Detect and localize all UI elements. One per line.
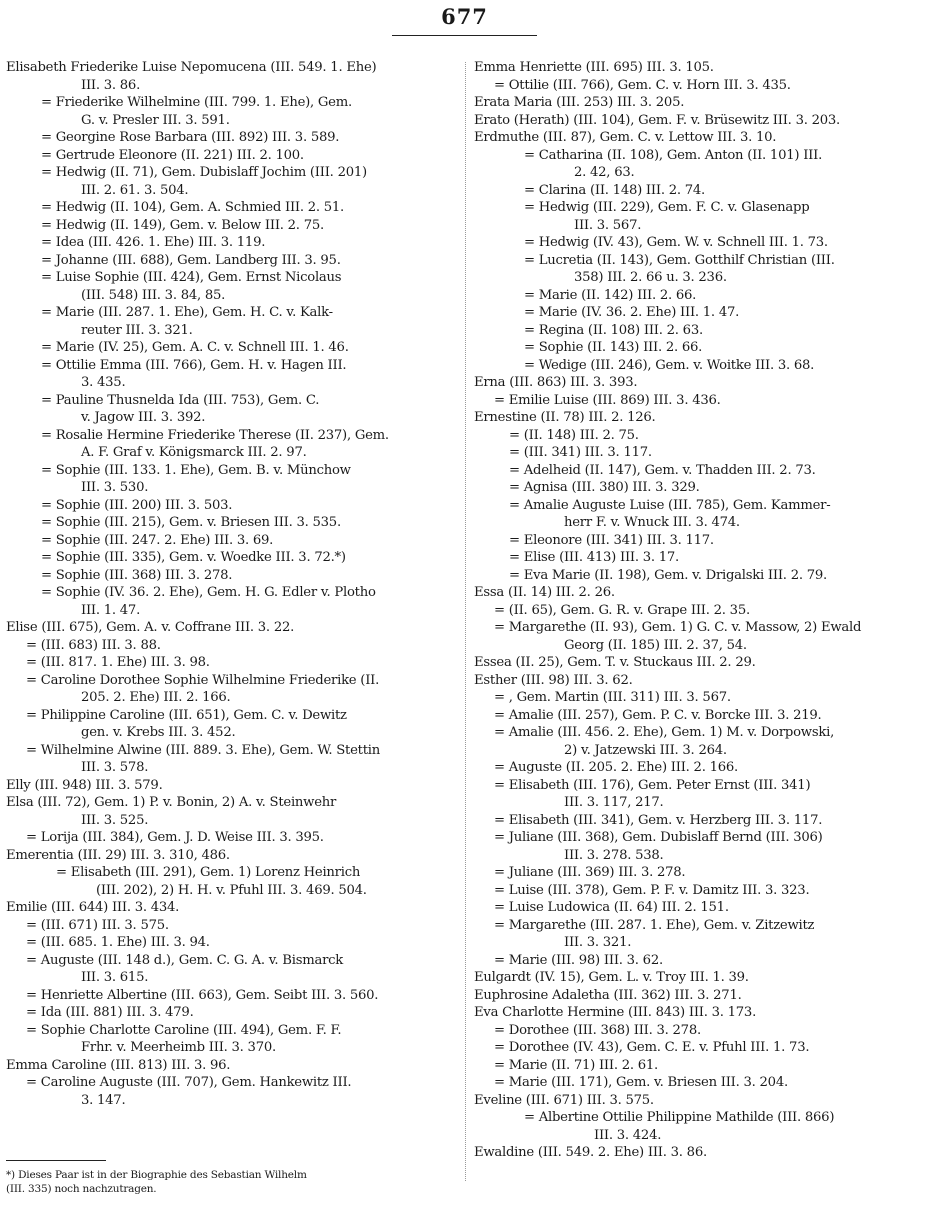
index-entry-line: = Hedwig (IV. 43), Gem. W. v. Schnell III. 1. 73. <box>524 235 828 250</box>
index-entry-line: herr F. v. Wnuck III. 3. 474. <box>564 515 740 530</box>
index-entry-line: = Sophie Charlotte Caroline (III. 494), Gem. F. F. <box>26 1022 342 1038</box>
index-entry-line: III. 3. 530. <box>81 480 149 495</box>
index-entry-line: = Dorothee (III. 368) III. 3. 278. <box>494 1022 701 1038</box>
index-entry-line: = Hedwig (II. 149), Gem. v. Below III. 2. 75. <box>41 217 324 233</box>
index-entry-line: = Georgine Rose Barbara (III. 892) III. 3. 589. <box>41 130 340 145</box>
index-entry-line: = Sophie (III. 368) III. 3. 278. <box>41 567 233 583</box>
index-entry-line: Georg (II. 185) III. 2. 37, 54. <box>564 637 747 653</box>
index-entry-line: = Juliane (III. 368), Gem. Dubislaff Bernd (III. 306) <box>494 830 823 845</box>
index-entry-line: = Pauline Thusnelda Ida (III. 753), Gem. C. <box>41 392 320 408</box>
footnote-rule <box>6 1160 106 1161</box>
index-entry-line: Frhr. v. Meerheimb III. 3. 370. <box>81 1040 276 1055</box>
index-entry-line: = Ottilie (III. 766), Gem. C. v. Horn III. 3. 435. <box>494 77 791 93</box>
index-entry-line: 358) III. 2. 66 u. 3. 236. <box>574 270 727 285</box>
index-entry-line: = Eleonore (III. 341) III. 3. 117. <box>509 532 714 548</box>
index-entry-line: Elise (III. 675), Gem. A. v. Coffrane III. 3. 22. <box>6 620 295 635</box>
index-entry-line: = Eva Marie (II. 198), Gem. v. Drigalski III. 2. 79. <box>509 567 827 583</box>
index-entry-line: = Marie (IV. 36. 2. Ehe) III. 1. 47. <box>524 305 740 320</box>
index-entry-line: = Amalie Auguste Luise (III. 785), Gem. Kammer- <box>509 497 831 513</box>
index-entry-line: = Hedwig (III. 229), Gem. F. C. v. Glasenapp <box>524 200 810 215</box>
index-entry-line: = Elisabeth (III. 176), Gem. Peter Ernst (III. 341) <box>494 777 811 793</box>
index-entry-line: = (III. 341) III. 3. 117. <box>509 445 652 460</box>
index-entry-line: 3. 147. <box>81 1092 126 1108</box>
header-rule <box>392 35 537 36</box>
index-entry-line: Erata Maria (III. 253) III. 3. 205. <box>474 95 685 110</box>
index-entry-line: Emerentia (III. 29) III. 3. 310, 486. <box>6 847 230 863</box>
index-entry-line: = Regina (II. 108) III. 2. 63. <box>524 322 703 338</box>
index-entry-line: III. 3. 86. <box>81 77 141 93</box>
index-entry-line: = (III. 683) III. 3. 88. <box>26 637 161 653</box>
index-entry-line: G. v. Presler III. 3. 591. <box>81 112 230 128</box>
index-entry-line: = Amalie (III. 456. 2. Ehe), Gem. 1) M. v. Dorpowski, <box>494 725 835 740</box>
index-entry-line: = Auguste (II. 205. 2. Ehe) III. 2. 166. <box>494 760 738 775</box>
index-entry-line: = Marie (III. 171), Gem. v. Briesen III. 3. 204. <box>494 1075 788 1090</box>
index-entry-line: = Caroline Dorothee Sophie Wilhelmine Friederike (II. <box>26 672 380 688</box>
index-entry-line: = Emilie Luise (III. 869) III. 3. 436. <box>494 392 721 408</box>
index-entry-line: = Sophie (III. 247. 2. Ehe) III. 3. 69. <box>41 532 274 548</box>
index-entry-line: Emma Caroline (III. 813) III. 3. 96. <box>6 1057 231 1073</box>
index-entry-line: (III. 202), 2) H. H. v. Pfuhl III. 3. 469. 504. <box>96 882 367 898</box>
index-entry-line: = Catharina (II. 108), Gem. Anton (II. 101) III. <box>524 147 823 163</box>
column-separator <box>465 62 466 1181</box>
index-entry-line: Essa (II. 14) III. 2. 26. <box>474 585 615 600</box>
index-entry-line: Ewaldine (III. 549. 2. Ehe) III. 3. 86. <box>474 1145 707 1160</box>
index-entry-line: 3. 435. <box>81 375 126 390</box>
index-entry-line: = (II. 65), Gem. G. R. v. Grape III. 2. 35. <box>494 602 750 618</box>
index-entry-line: = Ida (III. 881) III. 3. 479. <box>26 1005 194 1020</box>
index-entry-line: Eva Charlotte Hermine (III. 843) III. 3. 173. <box>474 1005 757 1020</box>
footnote-line: *) Dieses Paar ist in der Biographie des Sebastian Wilhelm <box>6 1169 307 1181</box>
index-entry-line: Elly (III. 948) III. 3. 579. <box>6 777 163 793</box>
index-entry-line: = Elise (III. 413) III. 3. 17. <box>509 550 679 565</box>
index-entry-line: III. 2. 61. 3. 504. <box>81 182 189 198</box>
index-entry-line: Eveline (III. 671) III. 3. 575. <box>474 1092 654 1108</box>
index-entry-line: Eulgardt (IV. 15), Gem. L. v. Troy III. 1. 39. <box>474 970 749 985</box>
index-entry-line: = (III. 685. 1. Ehe) III. 3. 94. <box>26 935 210 950</box>
index-entry-line: = Marie (II. 142) III. 2. 66. <box>524 287 697 303</box>
index-entry-line: 2) v. Jatzewski III. 3. 264. <box>564 742 727 758</box>
footnote <box>6 1168 461 1196</box>
index-entry-line: = Marie (III. 287. 1. Ehe), Gem. H. C. v. Kalk- <box>41 305 333 320</box>
index-entry-line: = Elisabeth (III. 341), Gem. v. Herzberg III. 3. 117. <box>494 812 823 828</box>
index-entry-line: = Hedwig (II. 71), Gem. Dubislaff Jochim (III. 201) <box>41 165 367 180</box>
index-entry-line: = Wilhelmine Alwine (III. 889. 3. Ehe), Gem. W. Stettin <box>26 742 380 758</box>
index-entry-line: = Wedige (III. 246), Gem. v. Woitke III. 3. 68. <box>524 357 815 373</box>
index-entry-line: = Sophie (II. 143) III. 2. 66. <box>524 340 703 355</box>
index-entry-line: = (III. 817. 1. Ehe) III. 3. 98. <box>26 655 210 670</box>
index-entry-line: = , Gem. Martin (III. 311) III. 3. 567. <box>494 690 731 705</box>
index-entry-line: = Sophie (III. 215), Gem. v. Briesen III. 3. 535. <box>41 515 341 530</box>
index-entry-line: = Gertrude Eleonore (II. 221) III. 2. 100. <box>41 147 304 163</box>
index-entry-line: = Philippine Caroline (III. 651), Gem. C. v. Dewitz <box>26 707 347 723</box>
page-number: 677 <box>441 4 488 29</box>
index-entry-line: III. 3. 117, 217. <box>564 795 664 810</box>
index-entry-line: = Caroline Auguste (III. 707), Gem. Hankewitz III. <box>26 1075 352 1090</box>
index-entry-line: = Lorija (III. 384), Gem. J. D. Weise III. 3. 395. <box>26 830 324 845</box>
index-entry-line: = Sophie (III. 133. 1. Ehe), Gem. B. v. Münchow <box>41 462 351 478</box>
index-entry-line: = Elisabeth (III. 291), Gem. 1) Lorenz Heinrich <box>56 865 361 880</box>
index-entry-line: = (II. 148) III. 2. 75. <box>509 427 639 443</box>
index-entry-line: Elisabeth Friederike Luise Nepomucena (III. 549. 1. Ehe) <box>6 60 377 75</box>
index-entry-line: = Luise (III. 378), Gem. P. F. v. Damitz III. 3. 323. <box>494 882 810 898</box>
index-entry-line: Emilie (III. 644) III. 3. 434. <box>6 900 180 915</box>
index-entry-line: = Sophie (III. 335), Gem. v. Woedke III. 3. 72.*) <box>41 550 346 565</box>
index-entry-line: III. 3. 567. <box>574 217 642 233</box>
index-entry-line: (III. 548) III. 3. 84, 85. <box>81 287 226 303</box>
index-entry-line: III. 1. 47. <box>81 602 141 618</box>
index-entry-line: Elsa (III. 72), Gem. 1) P. v. Bonin, 2) A. v. Steinwehr <box>6 795 337 810</box>
index-entry-line: Erato (Herath) (III. 104), Gem. F. v. Brüsewitz III. 3. 203. <box>474 112 840 128</box>
index-entry-line: III. 3. 615. <box>81 970 149 985</box>
index-entry-line: = Juliane (III. 369) III. 3. 278. <box>494 865 686 880</box>
index-entry-line: = Sophie (III. 200) III. 3. 503. <box>41 497 233 513</box>
index-entry-line: v. Jagow III. 3. 392. <box>81 410 206 425</box>
index-entry-line: gen. v. Krebs III. 3. 452. <box>81 725 236 740</box>
index-entry-line: = Margarethe (III. 287. 1. Ehe), Gem. v. Zitzewitz <box>494 917 815 933</box>
index-entry-line: = Amalie (III. 257), Gem. P. C. v. Borcke III. 3. 219. <box>494 707 822 723</box>
index-entry-line: Esther (III. 98) III. 3. 62. <box>474 672 633 688</box>
index-entry-line: = Adelheid (II. 147), Gem. v. Thadden III. 2. 73. <box>509 462 816 478</box>
index-entry-line: Erna (III. 863) III. 3. 393. <box>474 375 638 390</box>
index-entry-line: = Marie (IV. 25), Gem. A. C. v. Schnell III. 1. 46. <box>41 340 349 355</box>
index-entry-line: = Ottilie Emma (III. 766), Gem. H. v. Hagen III. <box>41 357 347 373</box>
index-entry-line: Erdmuthe (III. 87), Gem. C. v. Lettow III. 3. 10. <box>474 130 777 145</box>
index-entry-line: Euphrosine Adaletha (III. 362) III. 3. 271. <box>474 987 742 1003</box>
index-entry-line: Emma Henriette (III. 695) III. 3. 105. <box>474 60 714 75</box>
index-entry-line: = Henriette Albertine (III. 663), Gem. Seibt III. 3. 560. <box>26 987 379 1003</box>
index-entry-line: reuter III. 3. 321. <box>81 322 193 338</box>
index-entry-line: = Sophie (IV. 36. 2. Ehe), Gem. H. G. Edler v. Plotho <box>41 585 376 600</box>
index-entry-line: III. 3. 578. <box>81 760 149 775</box>
index-entry-line: = Friederike Wilhelmine (III. 799. 1. Ehe), Gem. <box>41 95 352 110</box>
left-column <box>6 59 455 1109</box>
index-entry-line: = Luise Ludowica (II. 64) III. 2. 151. <box>494 900 729 915</box>
index-entry-line: III. 3. 321. <box>564 935 632 950</box>
index-entry-line: = Idea (III. 426. 1. Ehe) III. 3. 119. <box>41 235 266 250</box>
index-entry-line: = Hedwig (II. 104), Gem. A. Schmied III. 2. 51. <box>41 200 344 215</box>
index-entry-line: = Marie (III. 98) III. 3. 62. <box>494 952 663 968</box>
index-entry-line: = Marie (II. 71) III. 2. 61. <box>494 1057 658 1073</box>
index-entry-line: 205. 2. Ehe) III. 2. 166. <box>81 690 231 705</box>
index-entry-line: Ernestine (II. 78) III. 2. 126. <box>474 410 656 425</box>
index-entry-line: 2. 42, 63. <box>574 165 635 180</box>
index-entry-line: = (III. 671) III. 3. 575. <box>26 917 169 933</box>
index-entry-line: = Dorothee (IV. 43), Gem. C. E. v. Pfuhl III. 1. 73. <box>494 1040 810 1055</box>
index-entry-line: = Luise Sophie (III. 424), Gem. Ernst Nicolaus <box>41 270 342 285</box>
index-entry-line: = Margarethe (II. 93), Gem. 1) G. C. v. Massow, 2) Ewald <box>494 620 862 635</box>
index-entry-line: = Agnisa (III. 380) III. 3. 329. <box>509 480 700 495</box>
index-entry-line: III. 3. 525. <box>81 812 149 828</box>
index-entry-line: = Rosalie Hermine Friederike Therese (II. 237), Gem. <box>41 427 389 443</box>
index-entry-line: III. 3. 278. 538. <box>564 847 664 863</box>
index-entry-line: = Lucretia (II. 143), Gem. Gotthilf Christian (III. <box>524 252 835 268</box>
index-entry-line: III. 3. 424. <box>594 1127 662 1143</box>
footnote-line: (III. 335) noch nachzutragen. <box>6 1183 157 1195</box>
index-entry-line: = Albertine Ottilie Philippine Mathilde (III. 866) <box>524 1110 835 1125</box>
right-column <box>474 59 922 1162</box>
index-entry-line: = Auguste (III. 148 d.), Gem. C. G. A. v. Bismarck <box>26 952 344 968</box>
index-entry-line: = Clarina (II. 148) III. 2. 74. <box>524 182 705 198</box>
index-entry-line: = Johanne (III. 688), Gem. Landberg III. 3. 95. <box>41 252 341 268</box>
index-entry-line: Essea (II. 25), Gem. T. v. Stuckaus III. 2. 29. <box>474 655 756 670</box>
index-entry-line: A. F. Graf v. Königsmarck III. 2. 97. <box>81 445 307 460</box>
